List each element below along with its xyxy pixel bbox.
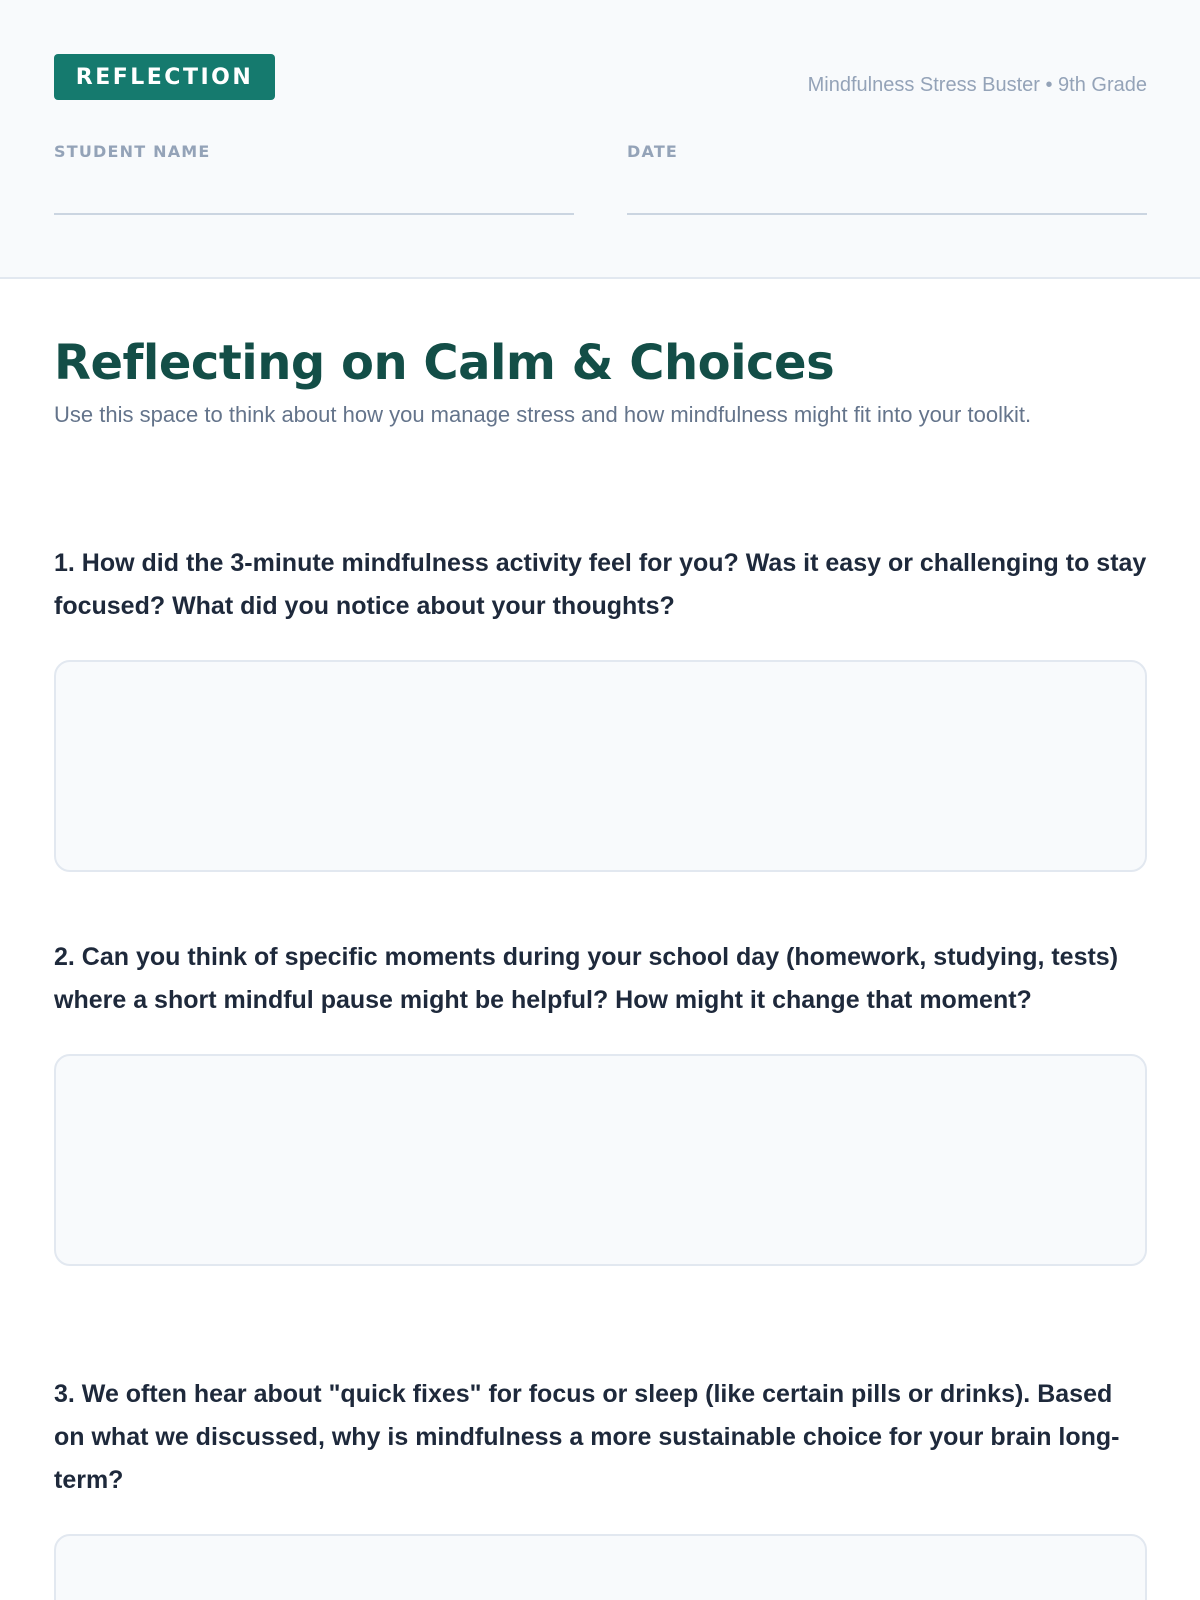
worksheet-header [0, 0, 1200, 279]
question-block-1 [54, 542, 1147, 872]
question-block-2 [54, 936, 1147, 1266]
question-text-3: 3. We often hear about "quick fixes" for focus or sleep (like certain pills or drinks). Based on what we discussed, why is mindfulness a more sustainable choice for your brain long-term? [54, 1380, 1120, 1494]
answer-box-3[interactable] [54, 1534, 1147, 1600]
date-label: DATE [627, 142, 679, 161]
student-name-field [54, 142, 574, 215]
question-block-3 [54, 1373, 1147, 1600]
student-name-input-line[interactable] [54, 213, 574, 215]
answer-box-2[interactable] [54, 1054, 1147, 1266]
worksheet-content [54, 330, 1147, 1494]
reflection-badge: REFLECTION [54, 54, 275, 100]
course-label: Mindfulness Stress Buster • 9th Grade [807, 74, 1147, 96]
page-subtitle: Use this space to think about how you manage stress and how mindfulness might fit into your toolkit. [54, 402, 1032, 427]
date-input-line[interactable] [627, 213, 1147, 215]
page-title: Reflecting on Calm & Choices [54, 335, 835, 391]
date-field [627, 142, 1147, 215]
student-name-label: STUDENT NAME [54, 142, 211, 161]
question-text-1: 1. How did the 3-minute mindfulness activity feel for you? Was it easy or challenging to stay focused? What did you notice about your thoughts? [54, 549, 1147, 620]
answer-box-1[interactable] [54, 660, 1147, 872]
question-text-2: 2. Can you think of specific moments during your school day (homework, studying, tests) where a short mindful pause might be helpful? How might it change that moment? [54, 943, 1119, 1014]
